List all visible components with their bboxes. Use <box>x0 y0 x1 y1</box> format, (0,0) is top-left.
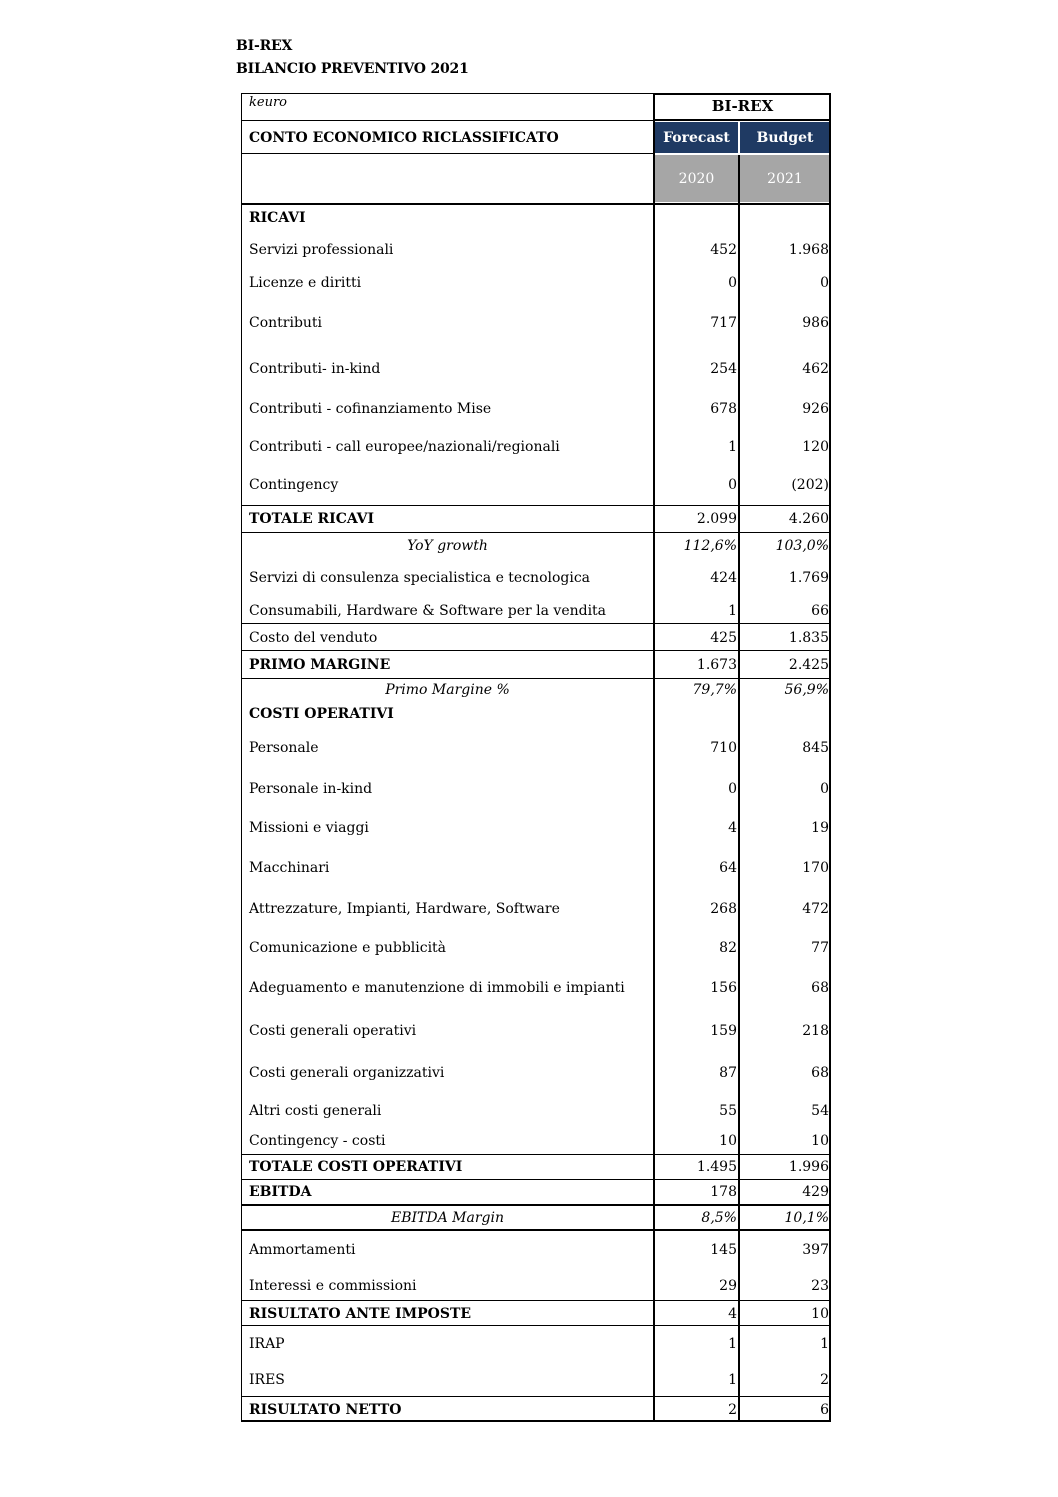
row-label: Costi generali operativi <box>249 1023 417 1039</box>
value-2020: 8,5% <box>701 1210 737 1226</box>
row-label: IRAP <box>249 1336 285 1352</box>
row-label: TOTALE COSTI OPERATIVI <box>249 1159 463 1175</box>
value-2020: 87 <box>719 1065 737 1081</box>
year-2020-header: 2020 <box>655 155 738 202</box>
value-2021: 120 <box>802 439 829 455</box>
row-label: Attrezzature, Impianti, Hardware, Software <box>249 901 560 917</box>
row-label: RICAVI <box>249 210 306 226</box>
value-2021: 19 <box>811 820 829 836</box>
value-2021: 1.968 <box>788 242 829 258</box>
value-2020: 254 <box>710 361 737 377</box>
table-border-right <box>829 93 831 1421</box>
value-2020: 159 <box>710 1023 737 1039</box>
value-2020: 1 <box>728 439 737 455</box>
value-2020: 0 <box>728 477 737 493</box>
value-2020: 710 <box>710 740 737 756</box>
value-2021: 66 <box>811 603 829 619</box>
value-2020: 55 <box>719 1103 737 1119</box>
row-label: EBITDA Margin <box>391 1210 504 1226</box>
value-2021: 170 <box>802 860 829 876</box>
value-2020: 79,7% <box>692 682 737 698</box>
forecast-header: Forecast <box>655 122 738 153</box>
row-label: Interessi e commissioni <box>249 1278 417 1294</box>
value-2020: 424 <box>710 570 737 586</box>
value-2021: 6 <box>820 1402 829 1418</box>
column-divider <box>653 93 655 1421</box>
value-2020: 4 <box>728 1306 737 1322</box>
row-label: Missioni e viaggi <box>249 820 369 836</box>
value-2020: 29 <box>719 1278 737 1294</box>
row-label: Licenze e diritti <box>249 275 362 291</box>
header-border <box>241 203 831 205</box>
value-2020: 717 <box>710 315 737 331</box>
value-2021: 1.996 <box>788 1159 829 1175</box>
value-2021: 0 <box>820 275 829 291</box>
value-2020: 452 <box>710 242 737 258</box>
value-2020: 1 <box>728 1336 737 1352</box>
section-title: CONTO ECONOMICO RICLASSIFICATO <box>249 130 559 146</box>
row-separator <box>241 1179 831 1180</box>
row-label: Comunicazione e pubblicità <box>249 940 447 956</box>
value-2020: 64 <box>719 860 737 876</box>
row-label: Servizi professionali <box>249 242 394 258</box>
entity-header: BI-REX <box>711 97 774 115</box>
row-separator <box>241 1300 831 1301</box>
row-separator <box>241 505 831 506</box>
value-2021: 68 <box>811 980 829 996</box>
value-2021: (202) <box>791 477 829 493</box>
row-separator <box>241 650 831 651</box>
value-2020: 82 <box>719 940 737 956</box>
value-2021: 2 <box>820 1372 829 1388</box>
value-2021: 10,1% <box>784 1210 829 1226</box>
header-border <box>241 153 653 154</box>
header-border <box>653 93 831 95</box>
value-2021: 54 <box>811 1103 829 1119</box>
row-label: Contingency <box>249 477 339 493</box>
value-2021: 10 <box>811 1133 829 1149</box>
value-2021: 0 <box>820 781 829 797</box>
row-label: Costo del venduto <box>249 630 378 646</box>
value-2020: 1.495 <box>696 1159 737 1175</box>
row-label: PRIMO MARGINE <box>249 657 391 673</box>
value-2021: 68 <box>811 1065 829 1081</box>
row-label: Macchinari <box>249 860 330 876</box>
value-2020: 268 <box>710 901 737 917</box>
value-2021: 926 <box>802 401 829 417</box>
row-separator <box>241 532 831 533</box>
row-label: Contributi - cofinanziamento Mise <box>249 401 492 417</box>
row-separator <box>241 1325 831 1326</box>
value-2020: 178 <box>710 1184 737 1200</box>
value-2021: 10 <box>811 1306 829 1322</box>
row-label: Personale in-kind <box>249 781 373 797</box>
value-2020: 10 <box>719 1133 737 1149</box>
row-label: YoY growth <box>407 538 488 554</box>
row-label: Ammortamenti <box>249 1242 356 1258</box>
document-subtitle: BILANCIO PREVENTIVO 2021 <box>236 61 469 77</box>
table-border-bottom <box>241 1420 831 1422</box>
row-label: RISULTATO NETTO <box>249 1402 402 1418</box>
row-separator <box>241 1154 831 1155</box>
value-2020: 2.099 <box>696 511 737 527</box>
value-2020: 2 <box>728 1402 737 1418</box>
value-2021: 77 <box>811 940 829 956</box>
row-label: IRES <box>249 1372 285 1388</box>
row-separator <box>241 1396 831 1397</box>
value-2020: 678 <box>710 401 737 417</box>
row-label: Altri costi generali <box>249 1103 382 1119</box>
row-label: TOTALE RICAVI <box>249 511 375 527</box>
value-2021: 23 <box>811 1278 829 1294</box>
value-2021: 472 <box>802 901 829 917</box>
value-2020: 0 <box>728 275 737 291</box>
row-label: COSTI OPERATIVI <box>249 706 394 722</box>
row-label: Consumabili, Hardware & Software per la vendita <box>249 603 607 619</box>
row-separator <box>241 1204 831 1206</box>
value-2021: 986 <box>802 315 829 331</box>
header-border <box>241 120 653 121</box>
unit-label: keuro <box>249 95 287 110</box>
row-label: Primo Margine % <box>385 682 510 698</box>
value-2020: 1 <box>728 1372 737 1388</box>
year-2021-header: 2021 <box>740 155 830 202</box>
document-title: BI-REX <box>236 38 293 54</box>
value-2021: 845 <box>802 740 829 756</box>
value-2021: 218 <box>802 1023 829 1039</box>
value-2021: 56,9% <box>784 682 829 698</box>
value-2020: 4 <box>728 820 737 836</box>
row-label: Contingency - costi <box>249 1133 386 1149</box>
row-separator <box>241 678 831 679</box>
value-2020: 0 <box>728 781 737 797</box>
value-2021: 4.260 <box>788 511 829 527</box>
row-label: RISULTATO ANTE IMPOSTE <box>249 1306 472 1322</box>
value-2020: 1 <box>728 603 737 619</box>
value-2021: 1.835 <box>788 630 829 646</box>
header-border <box>653 119 831 121</box>
value-2021: 2.425 <box>788 657 829 673</box>
value-2021: 103,0% <box>775 538 829 554</box>
row-label: Contributi - call europee/nazionali/regionali <box>249 439 560 455</box>
row-separator <box>241 1229 831 1231</box>
row-separator <box>241 623 831 624</box>
value-2020: 425 <box>710 630 737 646</box>
value-2020: 112,6% <box>683 538 737 554</box>
value-2021: 462 <box>802 361 829 377</box>
value-2021: 1.769 <box>788 570 829 586</box>
budget-header: Budget <box>740 122 830 153</box>
value-2020: 1.673 <box>696 657 737 673</box>
row-label: Personale <box>249 740 319 756</box>
value-2020: 145 <box>710 1242 737 1258</box>
value-2021: 1 <box>820 1336 829 1352</box>
row-label: Servizi di consulenza specialistica e tecnologica <box>249 570 591 586</box>
row-label: Contributi- in-kind <box>249 361 381 377</box>
row-label: Adeguamento e manutenzione di immobili e impianti <box>249 980 625 996</box>
row-label: Costi generali organizzativi <box>249 1065 445 1081</box>
column-divider <box>738 155 740 1421</box>
value-2021: 429 <box>802 1184 829 1200</box>
row-label: Contributi <box>249 315 323 331</box>
table-border-left <box>241 93 242 1421</box>
value-2020: 156 <box>710 980 737 996</box>
row-label: EBITDA <box>249 1184 312 1200</box>
value-2021: 397 <box>802 1242 829 1258</box>
